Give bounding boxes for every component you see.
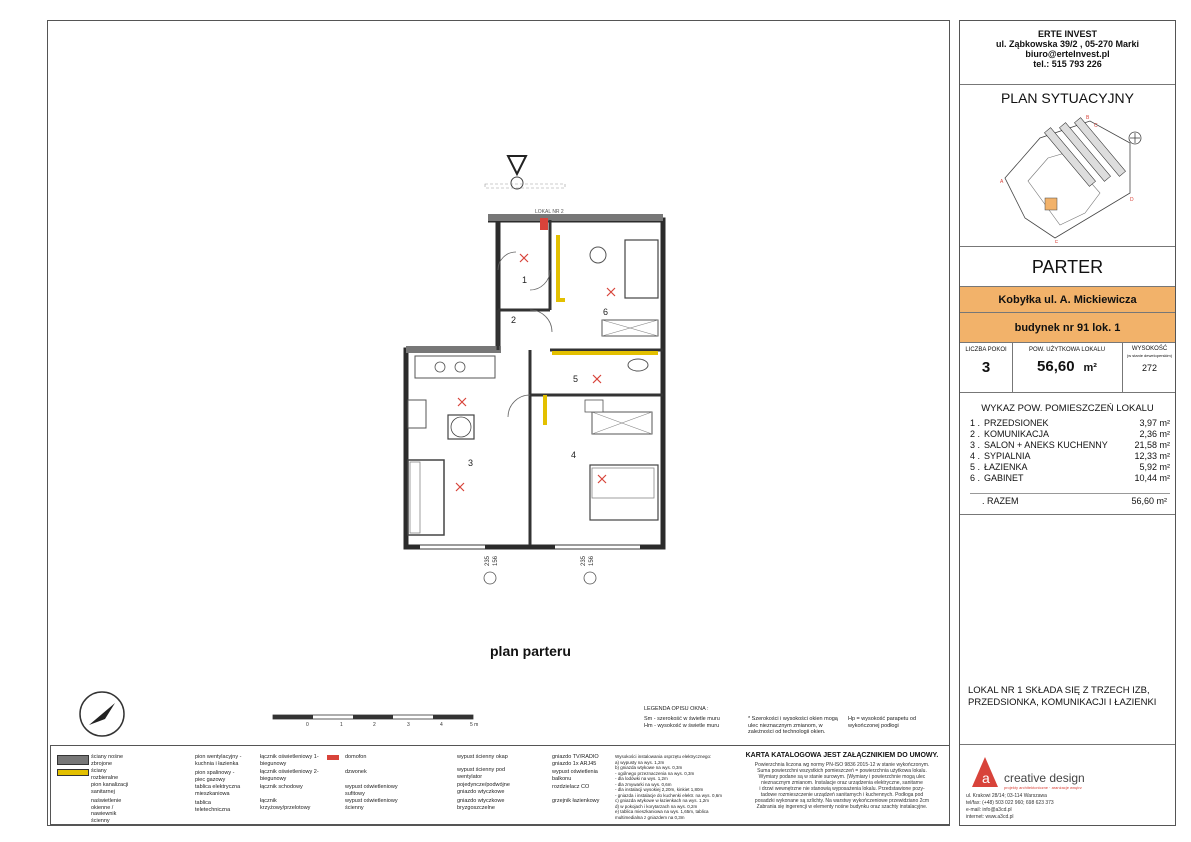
room-row-area: 12,33 m² — [1134, 451, 1170, 461]
building-label: budynek nr 91 lok. 1 — [960, 313, 1175, 343]
area-value: 56,60 — [1037, 358, 1075, 375]
room-row — [970, 440, 1170, 451]
scale-tick: 2 — [373, 722, 376, 728]
dim-label: 235 — [485, 555, 491, 566]
room-number: 6 — [603, 307, 609, 317]
dim-label: 156 — [589, 555, 595, 566]
room-row — [970, 451, 1170, 462]
scale-tick: 0 — [306, 722, 309, 728]
room-row-area: 3,97 m² — [1139, 418, 1170, 428]
window-legend-header: LEGENDA OPISU OKNA : — [644, 706, 709, 712]
install-notes: Wysokości instalowania osprzętu elektrycznego: a) wypusty na wys. 1,2m b) gniazda wtykowe na wys. 0,3m - ogólnego przeznaczenia na wys. 0,3m - dla lodówki na wys. 1,2m - dla zmywarki na wys. 0,6m - dla instalacji wysokiej 2,20m, kinkiet 1,80m - gniazda i instalacje do kuchenki elektr. na wys. 0,6m c) gniazda wtykowe w łazienkach na wys. 1,2m d) w pokojach i korytarzach na wys. 0,2m e) tablica mieszkaniowa na wys. 1,65m, tablica multimedialna z gniazdem na 0,3m — [615, 754, 723, 820]
room-row — [970, 473, 1170, 484]
room-row — [970, 462, 1170, 473]
room-row — [970, 429, 1170, 440]
dim-label: 156 — [493, 555, 499, 566]
room-number: 3 — [468, 458, 474, 468]
scale-bar — [270, 712, 485, 732]
north-arrow-icon — [77, 689, 127, 739]
site-plan-block — [960, 85, 1175, 247]
top-neighbour-label: LOKAL NR 2 — [535, 209, 564, 215]
site-label: D — [1130, 197, 1134, 203]
room-row — [970, 418, 1170, 429]
room-row-name: ŁAZIENKA — [984, 462, 1028, 472]
site-label: C — [1094, 123, 1098, 129]
scale-tick: 1 — [340, 722, 343, 728]
location-label: Kobyłka ul. A. Mickiewicza — [960, 287, 1175, 313]
room-row-area: 21,58 m² — [1134, 440, 1170, 450]
room-row-name: KOMUNIKACJA — [984, 429, 1050, 439]
room-row-name: GABINET — [984, 473, 1024, 483]
room-number: 5 — [573, 374, 579, 384]
designer-logo-icon — [968, 753, 1002, 789]
window-legend-sm: Sm - szerokość w świetle muru — [644, 716, 720, 722]
room-row-number: 3 . — [970, 440, 981, 450]
window-legend — [644, 706, 944, 744]
scale-tick: 5 m — [470, 722, 479, 728]
designer-brand: creative design — [1004, 771, 1085, 785]
room-row-number: 6 . — [970, 473, 981, 483]
entrance-marker-icon — [508, 156, 526, 174]
room-row-area: 2,36 m² — [1139, 429, 1170, 439]
catalog-title: KARTA KATALOGOWA JEST ZAŁĄCZNIKIEM DO UMOWY. — [745, 752, 939, 759]
company-block — [960, 21, 1175, 85]
svg-text:N: N — [93, 706, 101, 718]
room-number: 2 — [511, 315, 517, 325]
legend-symbols: ściany nośne zbrojone ściany rozbieralne pion kanalizacji sanitarnej naświetlenie okienne / nawiewnik ścienny pion wentylacyjny - kuchnia i łazienka pion spalinowy - piec gazowy tablica elektryczna mieszkaniowa tablica teletechniczna łącznik oświetleniowy 1-biegunowy łącznik oświetleniowy 2-biegunowy łącznik schodowy łącznik krzyżowy/przelotowy domofon dzwonek wypust oświetleniowy sufitowy wypust oświetleniowy ścienny wypust ścienny okap wypust ścienny pod wentylator pojedyncze/podwójne gniazdo wtyczkowe gniazdo wtyczkowe bryzgoszczelne gniazdo TV/RADIO gniazdo 1x ARJ45 wypust oświetlenia balkonu rozdzielacz CO grzejnik łazienkowy — [55, 752, 615, 822]
room-row-name: PRZEDSIONEK — [984, 418, 1049, 428]
apartment-note: LOKAL NR 1 SKŁADA SIĘ Z TRZECH IZB, PRZEDSIONKA, KOMUNIKACJI I ŁAZIENKI — [960, 515, 1175, 745]
room-row-name: SALON + ANEKS KUCHENNY — [984, 440, 1108, 450]
floor-plan — [380, 150, 680, 590]
height-value: 272 — [1141, 363, 1158, 373]
rooms-count: 3 — [981, 359, 991, 376]
scale-tick: 4 — [440, 722, 443, 728]
window-legend-note: * Szerokości i wysokości okien mogą ulec nieznacznym zmianom, w zależności od technologii okien. — [748, 716, 838, 735]
total-label: . RAZEM — [982, 496, 1019, 506]
stats-row: LICZBA POKOI 3 POW. UŻYTKOWA LOKALU 56,60 m² WYSOKOŚĆ (w stanie deweloperskim) 272 — [960, 343, 1175, 393]
company-name: ERTE INVEST — [1037, 29, 1097, 39]
room-number: 1 — [522, 275, 528, 285]
site-plan-map — [990, 113, 1170, 243]
dim-label: 235 — [581, 555, 587, 566]
room-row-number: 4 . — [970, 451, 981, 461]
room-row-name: SYPIALNIA — [984, 451, 1031, 461]
scale-tick: 3 — [407, 722, 410, 728]
site-plan-title: PLAN SYTUACYJNY — [1000, 90, 1135, 106]
rooms-list — [960, 393, 1175, 515]
catalog-note: KARTA KATALOGOWA JEST ZAŁĄCZNIKIEM DO UMOWY. Powierzchnia liczona wg normy PN-ISO 9836 2015-12 w stanie wykończonym. Suma powierzchni wszystkich pomieszczeń = powierzchnia użytkowa lokalu. Wymiary podane są w stanie surowym. (Wymiary i powierzchnie mogą ulec nieznacznym zmianom. Instalacje oraz urządzenia elektryczne, sanitarne i drzwi wewnętrzne nie stanowią wyposażenia lokalu. Przedstawione pozy- tadowe rozmieszczenie urządzeń sanitarnych i kuchennych. Podłoga pod posadzki wykonane są szlichty. Na warstwy wykończeniowe przewidziano 2cm Zabrania się ingerencji w elementy nośne budynku oraz szachty instalacyjne. — [738, 752, 946, 810]
floor-label: PARTER — [960, 247, 1175, 287]
site-label: B — [1086, 115, 1090, 121]
site-label: E — [1055, 240, 1059, 243]
room-row-number: 5 . — [970, 462, 981, 472]
plan-title: plan parteru — [490, 643, 571, 659]
room-row-area: 10,44 m² — [1134, 473, 1170, 483]
rooms-list-title: WYKAZ POW. POMIESZCZEŃ LOKALU — [981, 403, 1154, 414]
window-legend-hp: Hp = wysokość parapetu od wykończonej podłogi — [848, 716, 917, 729]
company-email: biuro@ertelnvest.pl — [1025, 49, 1110, 59]
title-block — [959, 20, 1176, 826]
svg-text:a: a — [982, 770, 990, 786]
room-row-number: 1 . — [970, 418, 981, 428]
total-area: 56,60 m² — [1131, 496, 1167, 506]
room-number: 4 — [571, 450, 577, 460]
room-row-number: 2 . — [970, 429, 981, 439]
company-address: ul. Ząbkowska 39/2 , 05-270 Marki — [995, 39, 1140, 49]
site-label: A — [1000, 179, 1004, 185]
company-phone: tel.: 515 793 226 — [1033, 59, 1102, 69]
designer-block: a creative design projekty architektoniczne · aranżacje wnętrz ul. Krakowi 28/14; 03-114 Warszawa tel/fax: (+48) 503 022 960; 698 623 373 e-mail: info@a3cd.pl internet: www.a3cd.pl — [960, 745, 1175, 825]
window-legend-hm: Hm - wysokość w świetle muru — [644, 723, 720, 729]
room-row-area: 5,92 m² — [1139, 462, 1170, 472]
